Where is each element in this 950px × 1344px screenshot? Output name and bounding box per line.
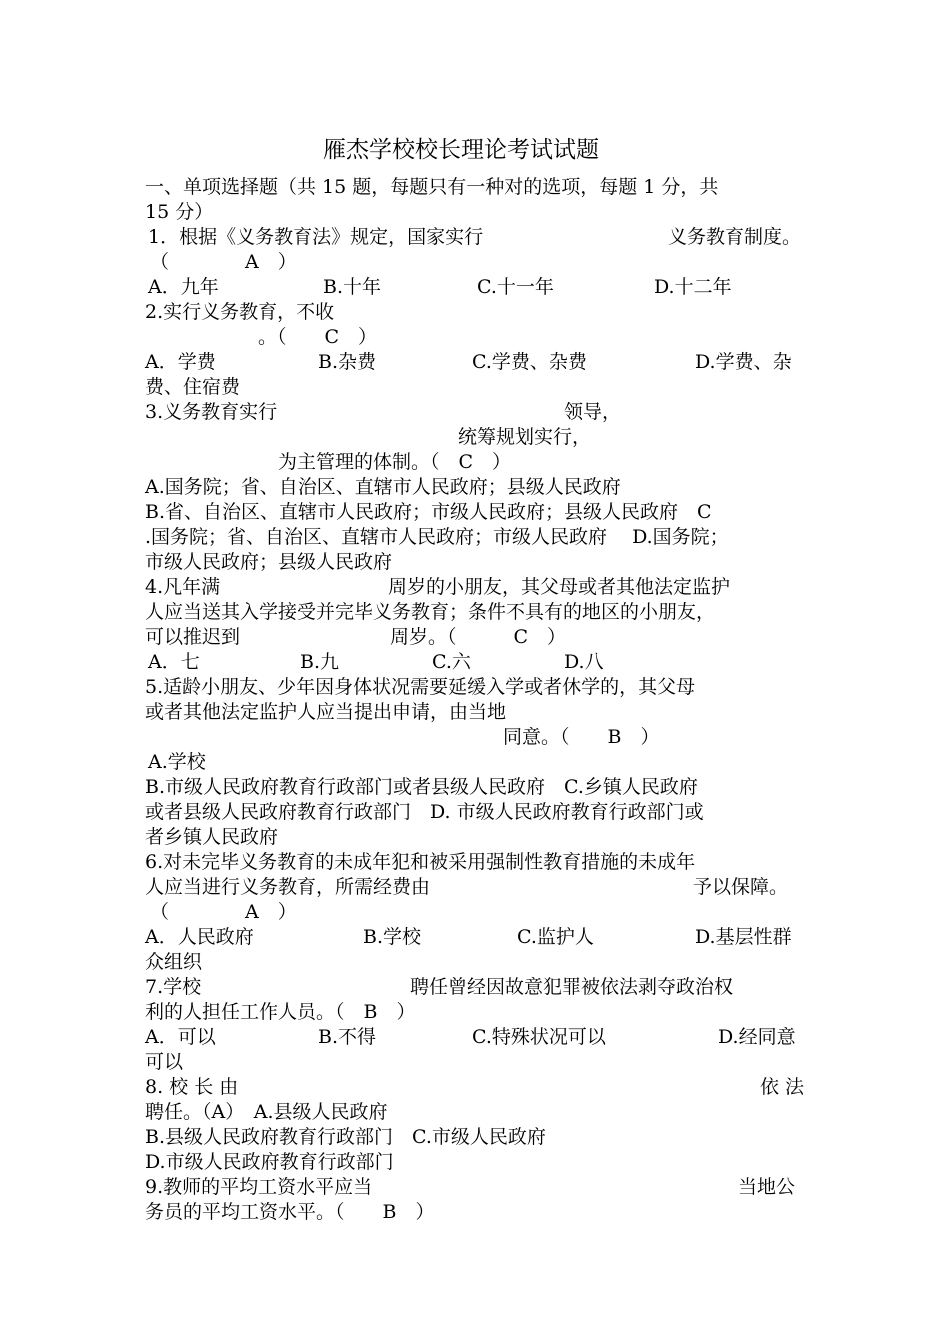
question-4-stem: 4.凡年满 bbox=[145, 576, 221, 598]
question-3-option-line: .国务院；省、自治区、直辖市人民政府；市级人民政府 D.国务院； bbox=[145, 526, 729, 548]
question-5-option-line: 者乡镇人民政府 bbox=[145, 826, 279, 848]
question-4-option-b: B.九 bbox=[300, 651, 340, 673]
question-5-answer: 同意。（ B ） bbox=[503, 726, 660, 748]
question-6-answer: （ A ） bbox=[150, 901, 297, 923]
question-6-option-d: D.基层性群 bbox=[695, 926, 792, 948]
question-3-stem-end: 领导， bbox=[564, 401, 622, 423]
question-6-option-a: A．人民政府 bbox=[145, 926, 254, 948]
question-7-option-d: D.经同意 bbox=[718, 1026, 796, 1048]
question-3-answer: 为主管理的体制。（ C ） bbox=[278, 451, 512, 473]
question-4-stem-line2: 人应当送其入学接受并完毕义务教育；条件不具有的地区的小朋友， bbox=[145, 601, 716, 623]
question-9-stem-end: 当地公 bbox=[738, 1176, 796, 1198]
question-2-option-b: B.杂费 bbox=[318, 351, 377, 373]
question-9-stem: 9.教师的平均工资水平应当 bbox=[145, 1176, 373, 1198]
question-4-stem-end: 周岁的小朋友，其父母或者其他法定监护 bbox=[388, 576, 731, 598]
question-6-option-b: B.学校 bbox=[363, 926, 422, 948]
question-2-option-wrap: 费、住宿费 bbox=[145, 376, 241, 398]
question-5-option-line: B.市级人民政府教育行政部门或者县级人民政府 C.乡镇人民政府 bbox=[145, 776, 698, 798]
question-7-option-wrap: 可以 bbox=[145, 1051, 184, 1073]
section-header: 一、单项选择题（共 15 题，每题只有一种对的选项，每题 1 分，共 bbox=[145, 176, 719, 198]
question-5-stem: 5.适龄小朋友、少年因身体状况需要延缓入学或者休学的，其父母 bbox=[145, 676, 696, 698]
question-1-answer: （ A ） bbox=[150, 251, 297, 273]
question-3-option-line: A.国务院；省、自治区、直辖市人民政府；县级人民政府 bbox=[145, 476, 621, 498]
question-1-option-b: B.十年 bbox=[323, 276, 382, 298]
question-6-option-c: C.监护人 bbox=[517, 926, 594, 948]
question-1-stem: 1．根据《义务教育法》规定，国家实行 bbox=[148, 226, 484, 248]
question-7-option-a: A．可以 bbox=[145, 1026, 216, 1048]
question-8-stem-end: 依 法 bbox=[760, 1076, 805, 1098]
question-1-stem-end: 义务教育制度。 bbox=[668, 226, 802, 248]
question-5-option-line: 或者县级人民政府教育行政部门 D. 市级人民政府教育行政部门或 bbox=[145, 801, 704, 823]
question-5-option-line: A.学校 bbox=[148, 751, 206, 773]
question-8-option-line: B.县级人民政府教育行政部门 C.市级人民政府 bbox=[145, 1126, 546, 1148]
question-8-option-line: D.市级人民政府教育行政部门 bbox=[145, 1151, 394, 1173]
question-6-option-wrap: 众组织 bbox=[145, 951, 203, 973]
question-3-option-line: B.省、自治区、直辖市人民政府；市级人民政府；县级人民政府 C bbox=[145, 501, 712, 523]
question-4-option-d: D.八 bbox=[564, 651, 604, 673]
question-7-stem-end: 聘任曾经因故意犯罪被依法剥夺政治权 bbox=[410, 976, 734, 998]
question-7-option-c: C.特殊状况可以 bbox=[472, 1026, 606, 1048]
section-header-wrap: 15 分） bbox=[145, 201, 214, 223]
question-1-option-d: D.十二年 bbox=[654, 276, 732, 298]
question-4-answer: 周岁。（ C ） bbox=[390, 626, 567, 648]
question-2-option-c: C.学费、杂费 bbox=[472, 351, 587, 373]
question-2-stem: 2.实行义务教育，不收 bbox=[145, 301, 335, 323]
question-4-stem-line3: 可以推迟到 bbox=[145, 626, 241, 648]
question-7-option-b: B.不得 bbox=[318, 1026, 377, 1048]
question-4-option-a: A．七 bbox=[148, 651, 200, 673]
question-6-stem-end: 予以保障。 bbox=[693, 876, 789, 898]
question-1-option-c: C.十一年 bbox=[477, 276, 554, 298]
question-7-stem: 7.学校 bbox=[145, 976, 202, 998]
question-7-stem-line2: 利的人担任工作人员。（ B ） bbox=[145, 1001, 416, 1023]
question-6-stem-line2: 人应当进行义务教育，所需经费由 bbox=[145, 876, 431, 898]
question-9-stem-line2: 务员的平均工资水平。（ B ） bbox=[145, 1201, 435, 1223]
question-5-stem-line2: 或者其他法定监护人应当提出申请，由当地 bbox=[145, 701, 507, 723]
question-1-option-a: A．九年 bbox=[148, 276, 219, 298]
question-3-stem: 3.义务教育实行 bbox=[145, 401, 278, 423]
question-8-stem: 8. 校 长 由 bbox=[145, 1076, 239, 1098]
question-3-stem-line2: 统筹规划实行， bbox=[458, 426, 592, 448]
question-6-stem: 6.对未完毕义务教育的未成年犯和被采用强制性教育措施的未成年 bbox=[145, 851, 696, 873]
question-8-stem-line2: 聘任。（A） A.县级人民政府 bbox=[145, 1101, 388, 1123]
question-3-option-line: 市级人民政府；县级人民政府 bbox=[145, 551, 393, 573]
page-title: 雁杰学校校长理论考试试题 bbox=[323, 137, 599, 163]
question-4-option-c: C.六 bbox=[432, 651, 471, 673]
question-2-option-d: D.学费、杂 bbox=[695, 351, 792, 373]
question-2-answer: 。（ C ） bbox=[258, 326, 378, 348]
question-2-option-a: A．学费 bbox=[145, 351, 216, 373]
